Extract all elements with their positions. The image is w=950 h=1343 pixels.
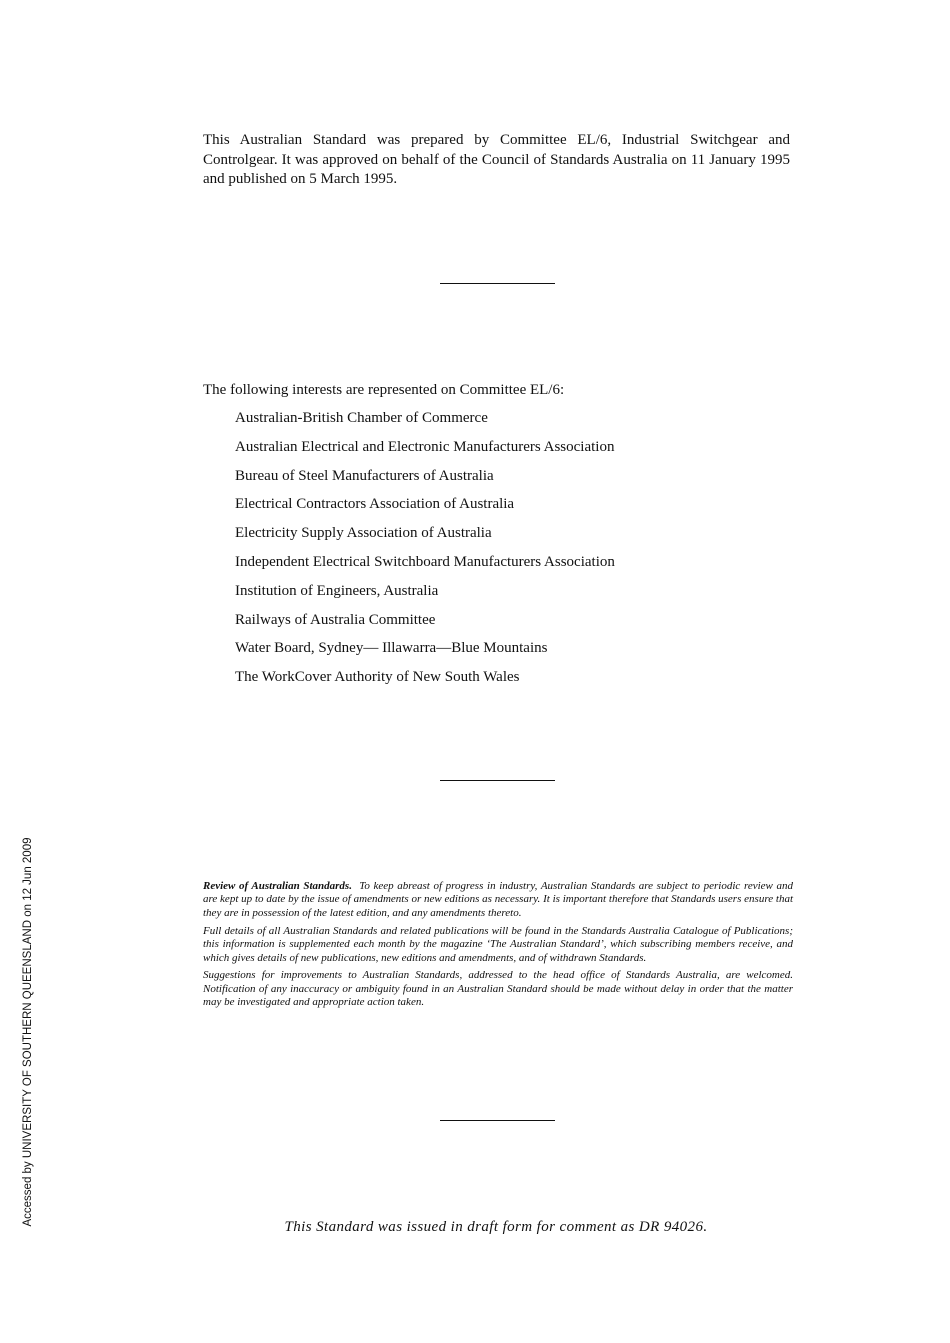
committee-heading: The following interests are represented on Committee EL/6: xyxy=(203,382,565,398)
section-divider xyxy=(440,1120,555,1121)
draft-note: This Standard was issued in draft form for comment as DR 94026. xyxy=(284,1219,708,1235)
catalogue-paragraph: Full details of all Australian Standards and related publications will be found in the Standards Australia Catalogue of Publications; this information is supplemented each month by the magazine ‘The Australian Standard’, which subscribing members receive, and which gives details of new publications, new editions and amendments, and of withdrawn Standards. xyxy=(203,924,793,964)
suggestions-paragraph: Suggestions for improvements to Australian Standards, addressed to the head office of Standards Australia, are welcomed. Notification of any inaccuracy or ambiguity found in an Australian Standard should be made without delay in order that the matter may be investigated and appropriate action taken. xyxy=(203,969,793,1009)
committee-member: Institution of Engineers, Australia xyxy=(235,582,439,599)
review-notice xyxy=(203,880,793,1014)
approval-statement: This Australian Standard was prepared by Committee EL/6, Industrial Switchgear and Controlgear. It was approved on behalf of the Council of Standards Australia on 11 January 1995 and published on 5 March 1995. xyxy=(203,132,790,187)
committee-member: Independent Electrical Switchboard Manufacturers Association xyxy=(235,553,615,570)
access-stamp: Accessed by UNIVERSITY OF SOUTHERN QUEENSLAND on 12 Jun 2009 xyxy=(22,837,34,1227)
committee-member: Bureau of Steel Manufacturers of Australia xyxy=(235,467,494,484)
section-divider xyxy=(440,283,555,284)
committee-member-list xyxy=(235,409,615,697)
committee-member: Electrical Contractors Association of Australia xyxy=(235,496,515,513)
review-paragraph xyxy=(203,880,793,920)
committee-member: Railways of Australia Committee xyxy=(235,611,436,628)
committee-member: Water Board, Sydney— Illawarra—Blue Mountains xyxy=(235,640,548,657)
section-divider xyxy=(440,780,555,781)
review-text: To keep abreast of progress in industry, Australian Standards are subject to periodic review and are kept up to date by the issue of amendments or new editions as necessary. It is important therefore that Standards users ensure that they are in possession of the latest edition, and any amendments thereto. xyxy=(203,880,793,919)
committee-member: Australian-British Chamber of Commerce xyxy=(235,410,488,426)
review-lead: Review of Australian Standards. xyxy=(203,880,352,892)
committee-member: Electricity Supply Association of Australia xyxy=(235,525,492,542)
committee-member: The WorkCover Authority of New South Wales xyxy=(235,669,520,686)
committee-member: Australian Electrical and Electronic Manufacturers Association xyxy=(235,438,615,455)
